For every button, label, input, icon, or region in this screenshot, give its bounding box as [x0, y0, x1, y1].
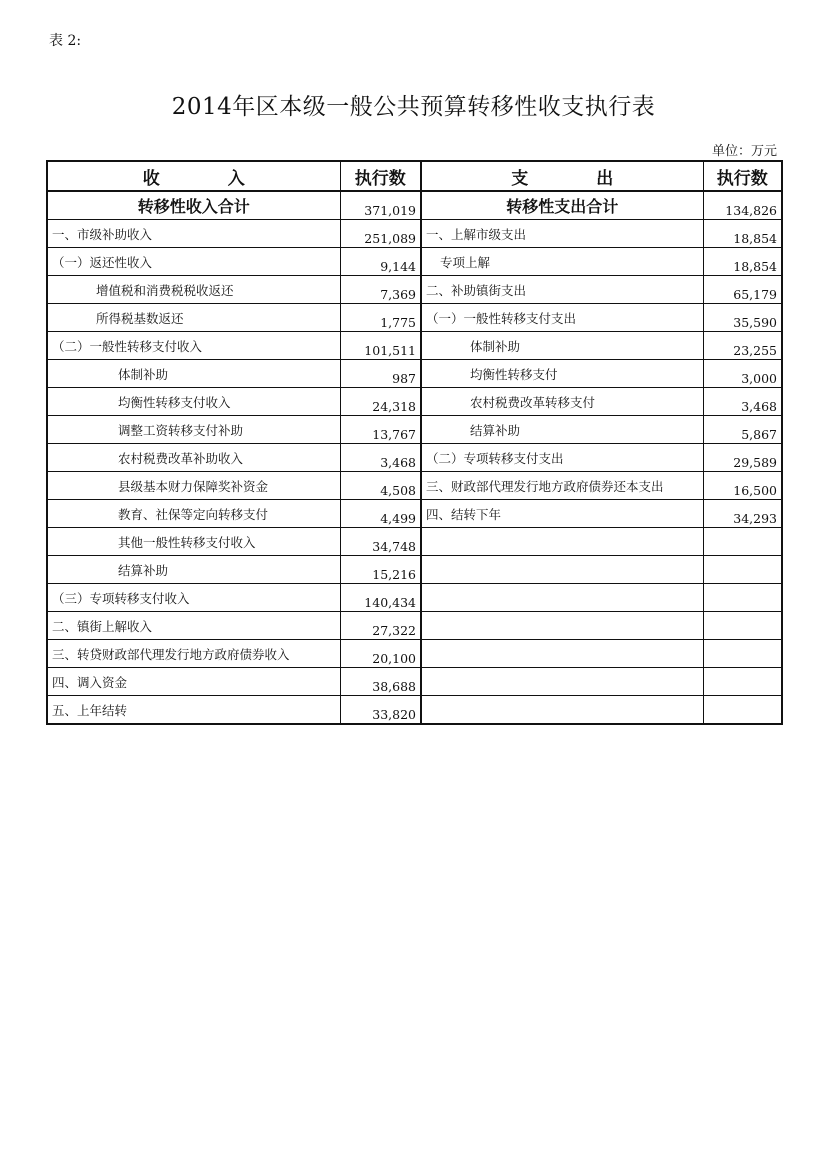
expense-item: 二、补助镇街支出: [421, 276, 703, 304]
header-expense: 支 出: [421, 161, 703, 191]
income-item: （一）返还性收入: [47, 248, 340, 276]
income-item: 调整工资转移支付补助: [47, 416, 340, 444]
expense-amount: [703, 584, 782, 612]
table-row: [47, 556, 782, 584]
income-item: 增值税和消费税税收返还: [47, 276, 340, 304]
header-expense-amount: 执行数: [703, 161, 782, 191]
income-amount: 3,468: [340, 444, 421, 472]
header-income-amount: 执行数: [340, 161, 421, 191]
income-amount: 7,369: [340, 276, 421, 304]
expense-amount: 16,500: [703, 472, 782, 500]
table-label: 表 2:: [49, 33, 82, 49]
income-amount: 15,216: [340, 556, 421, 584]
expense-amount: 34,293: [703, 500, 782, 528]
expense-item: [421, 640, 703, 668]
table-row: [47, 276, 782, 304]
expense-item: 一、上解市级支出: [421, 220, 703, 248]
income-item: 五、上年结转: [47, 696, 340, 725]
expense-amount: 35,590: [703, 304, 782, 332]
header-income: 收 入: [47, 161, 340, 191]
expense-amount: 18,854: [703, 248, 782, 276]
expense-amount: 3,468: [703, 388, 782, 416]
income-item: （二）一般性转移支付收入: [47, 332, 340, 360]
income-item: （三）专项转移支付收入: [47, 584, 340, 612]
income-item: 转移性收入合计: [47, 191, 340, 220]
expense-item: 转移性支出合计: [421, 191, 703, 220]
table-row: [47, 191, 782, 220]
expense-amount: 3,000: [703, 360, 782, 388]
income-item: 结算补助: [47, 556, 340, 584]
expense-amount: [703, 612, 782, 640]
table-row: [47, 472, 782, 500]
table-row: [47, 668, 782, 696]
income-amount: 9,144: [340, 248, 421, 276]
income-amount: 251,089: [340, 220, 421, 248]
expense-amount: [703, 556, 782, 584]
expense-item: 结算补助: [421, 416, 703, 444]
income-item: 二、镇街上解收入: [47, 612, 340, 640]
income-amount: 34,748: [340, 528, 421, 556]
expense-item: [421, 556, 703, 584]
income-item: 三、转贷财政部代理发行地方政府债券收入: [47, 640, 340, 668]
income-amount: 20,100: [340, 640, 421, 668]
income-item: 所得税基数返还: [47, 304, 340, 332]
table-row: [47, 528, 782, 556]
table-row: [47, 696, 782, 725]
income-amount: 13,767: [340, 416, 421, 444]
expense-item: （一）一般性转移支付支出: [421, 304, 703, 332]
income-item: 其他一般性转移支付收入: [47, 528, 340, 556]
expense-item: 三、财政部代理发行地方政府债券还本支出: [421, 472, 703, 500]
expense-item: 农村税费改革转移支付: [421, 388, 703, 416]
table-row: [47, 584, 782, 612]
table-row: [47, 360, 782, 388]
income-amount: 24,318: [340, 388, 421, 416]
table-row: [47, 640, 782, 668]
expense-item: 体制补助: [421, 332, 703, 360]
table-row: [47, 388, 782, 416]
table-header-row: [47, 161, 782, 191]
expense-amount: 5,867: [703, 416, 782, 444]
income-item: 体制补助: [47, 360, 340, 388]
income-amount: 140,434: [340, 584, 421, 612]
table-row: [47, 416, 782, 444]
income-amount: 1,775: [340, 304, 421, 332]
expense-item: [421, 612, 703, 640]
expense-amount: 29,589: [703, 444, 782, 472]
table-row: [47, 304, 782, 332]
table-row: [47, 248, 782, 276]
table-row: [47, 500, 782, 528]
income-amount: 4,508: [340, 472, 421, 500]
expense-amount: 134,826: [703, 191, 782, 220]
expense-amount: [703, 640, 782, 668]
expense-amount: 65,179: [703, 276, 782, 304]
expense-item: 专项上解: [421, 248, 703, 276]
income-amount: 4,499: [340, 500, 421, 528]
income-amount: 27,322: [340, 612, 421, 640]
table-row: [47, 332, 782, 360]
table-row: [47, 612, 782, 640]
expense-item: （二）专项转移支付支出: [421, 444, 703, 472]
expense-item: [421, 584, 703, 612]
expense-item: 均衡性转移支付: [421, 360, 703, 388]
income-amount: 371,019: [340, 191, 421, 220]
unit-label: 单位：万元: [711, 144, 777, 159]
expense-item: [421, 668, 703, 696]
expense-item: [421, 696, 703, 725]
table-row: [47, 444, 782, 472]
income-item: 农村税费改革补助收入: [47, 444, 340, 472]
income-amount: 38,688: [340, 668, 421, 696]
expense-item: 四、结转下年: [421, 500, 703, 528]
page-title: 2014年区本级一般公共预算转移性收支执行表: [171, 94, 656, 120]
income-amount: 33,820: [340, 696, 421, 725]
table-row: [47, 220, 782, 248]
income-item: 一、市级补助收入: [47, 220, 340, 248]
expense-amount: [703, 696, 782, 725]
expense-amount: 18,854: [703, 220, 782, 248]
income-item: 县级基本财力保障奖补资金: [47, 472, 340, 500]
expense-amount: [703, 668, 782, 696]
transfer-budget-table: [46, 160, 783, 725]
income-item: 四、调入资金: [47, 668, 340, 696]
income-item: 均衡性转移支付收入: [47, 388, 340, 416]
expense-amount: 23,255: [703, 332, 782, 360]
income-amount: 101,511: [340, 332, 421, 360]
expense-amount: [703, 528, 782, 556]
income-item: 教育、社保等定向转移支付: [47, 500, 340, 528]
expense-item: [421, 528, 703, 556]
income-amount: 987: [340, 360, 421, 388]
